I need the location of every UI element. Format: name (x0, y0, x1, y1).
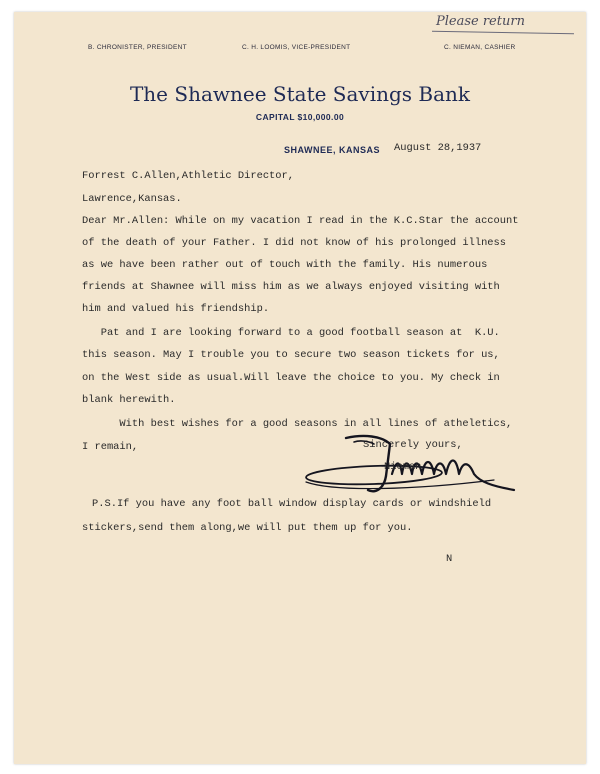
address-line-2: Lawrence,Kansas. (82, 193, 182, 205)
body-line-4: friends at Shawnee will miss him as we always enjoyed visiting with (82, 281, 500, 293)
bank-name: The Shawnee State Savings Bank (129, 82, 471, 106)
capital-line: CAPITAL $10,000.00 (255, 112, 345, 122)
body-line-11: I remain, (82, 441, 139, 453)
place-line: SHAWNEE, KANSAS (284, 145, 381, 155)
officer-vice-president: C. H. LOOMIS, VICE-PRESIDENT (242, 44, 351, 51)
body-line-8: on the West side as usual.Will leave the choice to you. My check in (82, 372, 500, 384)
body-line-9: blank herewith. (82, 394, 176, 406)
body-line-2: of the death of your Father. I did not know of his prolonged illness (82, 237, 507, 249)
officer-president: B. CHRONISTER, PRESIDENT (88, 44, 187, 51)
letter-date: August 28,1937 (394, 142, 482, 154)
closing: Sincerely yours, (363, 439, 463, 451)
body-line-1: Dear Mr.Allen: While on my vacation I read in the K.C.Star the account (82, 215, 519, 227)
body-line-7: this season. May I trouble you to secure two season tickets for us, (82, 349, 500, 361)
body-line-3: as we have been rather out of touch with the family. His numerous (82, 259, 488, 271)
body-line-10: With best wishes for a good seasons in all lines of atheletics, (82, 418, 513, 430)
body-line-6: Pat and I are looking forward to a good football season at K.U. (82, 327, 500, 339)
officer-cashier: C. NIEMAN, CASHIER (444, 44, 516, 51)
address-line-1: Forrest C.Allen,Athletic Director, (82, 170, 295, 182)
postscript-line-1: P.S.If you have any foot ball window display cards or windshield (92, 498, 492, 510)
handwritten-underline (432, 31, 574, 34)
postscript-line-2: stickers,send them along,we will put them up for you. (82, 522, 413, 534)
handwritten-note: Please return (436, 14, 525, 29)
signer-name: Nieman (384, 461, 422, 473)
letter-page (14, 12, 586, 764)
body-line-5: him and valued his friendship. (82, 303, 270, 315)
typist-initial: N (446, 553, 453, 565)
